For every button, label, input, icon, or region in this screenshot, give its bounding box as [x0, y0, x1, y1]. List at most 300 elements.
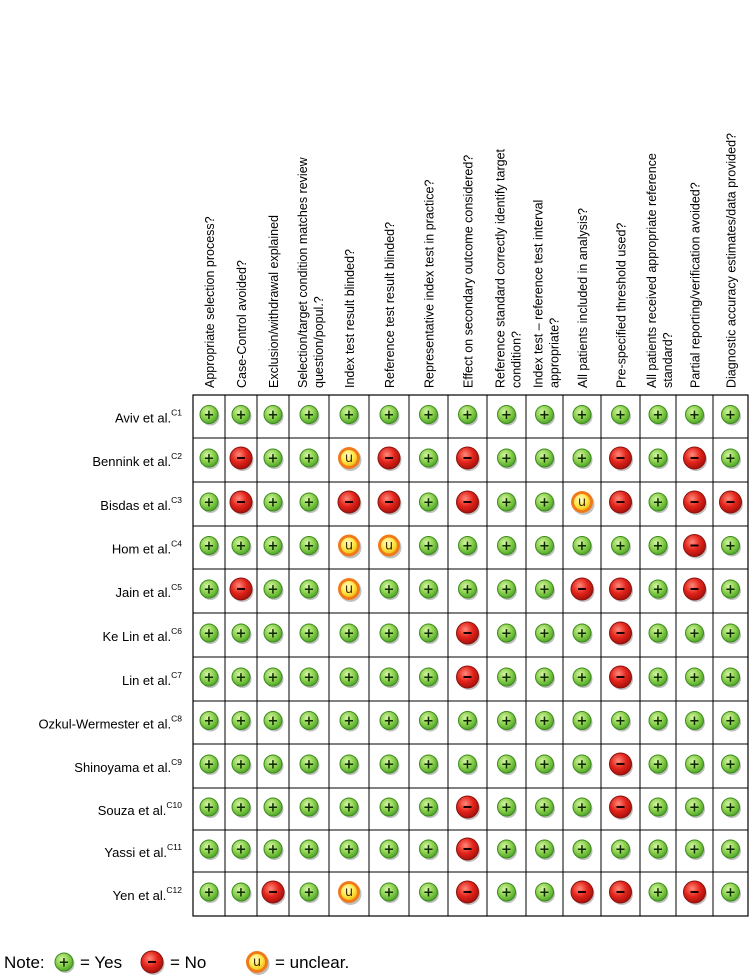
yes-mark: [649, 755, 669, 775]
yes-mark: [300, 883, 320, 903]
no-mark: [684, 447, 708, 471]
no-mark: [230, 491, 254, 515]
yes-mark: [686, 712, 706, 732]
study-name: Hom et al.: [111, 541, 172, 557]
yes-mark: [649, 712, 669, 732]
column-header: Diagnostic accuracy estimates/data provided?: [724, 133, 739, 388]
svg-text:+: +: [423, 408, 434, 423]
yes-mark: [649, 406, 669, 426]
no-mark: [571, 578, 595, 602]
citation-ref: C10: [166, 800, 182, 810]
yes-mark: [536, 580, 556, 600]
svg-text:+: +: [689, 714, 700, 729]
yes-mark: [573, 668, 593, 688]
yes-mark: [200, 537, 220, 557]
yes-mark: [573, 624, 593, 644]
table-border: [193, 395, 748, 916]
svg-text:+: +: [203, 495, 215, 511]
legend: [4, 951, 349, 975]
citation-ref: C9: [171, 757, 182, 767]
citation-ref: C11: [167, 842, 182, 852]
yes-mark: [649, 840, 669, 860]
yes-mark: [340, 840, 360, 860]
svg-text:+: +: [462, 539, 473, 554]
yes-mark: [612, 712, 632, 732]
yes-mark: [649, 668, 669, 688]
svg-text:+: +: [615, 714, 626, 729]
study-name: Bisdas et al.: [100, 498, 172, 513]
yes-mark: [686, 668, 706, 688]
svg-text:+: +: [235, 757, 247, 773]
yes-mark: [420, 406, 440, 426]
no-mark: [378, 491, 402, 515]
svg-text:+: +: [462, 408, 473, 423]
svg-text:+: +: [539, 800, 550, 816]
svg-text:+: +: [501, 842, 512, 858]
study-name: Lin et al.: [121, 673, 172, 688]
svg-text:u: u: [344, 885, 354, 900]
yes-mark: [300, 537, 320, 557]
yes-mark: [612, 537, 632, 557]
yes-mark: [536, 537, 556, 557]
no-mark: [457, 666, 481, 690]
yes-mark: [264, 624, 284, 644]
svg-text:+: +: [267, 451, 279, 467]
column-header: Reference standard correctly identify target condition?: [493, 148, 524, 388]
study-name: Ozkul-Wermester et al.: [38, 716, 172, 732]
row-label: [104, 842, 182, 860]
yes-mark: [498, 493, 518, 513]
svg-text:+: +: [539, 495, 550, 511]
no-mark: [684, 491, 708, 515]
yes-mark: [264, 668, 284, 688]
no-mark: [610, 491, 634, 515]
yes-mark: [420, 580, 440, 600]
yes-mark: [380, 624, 400, 644]
svg-text:+: +: [652, 757, 664, 773]
yes-mark: [686, 798, 706, 818]
yes-mark: [536, 883, 556, 903]
study-name: Yen et al.: [112, 888, 167, 903]
svg-text:+: +: [615, 408, 626, 423]
svg-text:+: +: [652, 451, 664, 467]
svg-text:+: +: [267, 408, 279, 423]
no-mark: [610, 578, 634, 602]
yes-mark: [498, 624, 518, 644]
svg-text:+: +: [383, 626, 395, 642]
legend-prefix: Note:: [4, 953, 45, 972]
no-mark: [457, 838, 481, 862]
unclear-mark: [571, 491, 595, 515]
svg-text:+: +: [343, 757, 355, 773]
svg-text:+: +: [343, 670, 355, 686]
svg-text:+: +: [383, 757, 395, 773]
row-label: [74, 757, 182, 775]
yes-mark: [200, 840, 220, 860]
svg-text:+: +: [501, 800, 512, 816]
svg-text:+: +: [576, 714, 588, 729]
svg-text:+: +: [267, 539, 279, 554]
svg-text:+: +: [501, 539, 512, 554]
svg-text:+: +: [343, 408, 355, 423]
yes-mark: [459, 406, 479, 426]
yes-mark: [232, 712, 252, 732]
column-header: All patients included in analysis?: [576, 208, 590, 388]
svg-text:+: +: [203, 582, 215, 598]
yes-mark: [459, 712, 479, 732]
study-name: Aviv et al.: [115, 410, 172, 426]
svg-text:+: +: [501, 495, 512, 511]
yes-mark: [200, 883, 220, 903]
no-mark: [457, 447, 481, 471]
yes-mark: [300, 406, 320, 426]
yes-mark: [380, 668, 400, 688]
column-header: Exclusion/withdrawal explained: [267, 214, 281, 388]
yes-mark: [380, 755, 400, 775]
yes-mark: [573, 449, 593, 469]
svg-text:+: +: [303, 539, 315, 554]
yes-mark: [722, 798, 742, 818]
svg-text:+: +: [689, 408, 700, 423]
citation-ref: C5: [171, 582, 182, 592]
svg-text:+: +: [235, 800, 247, 816]
yes-mark: [300, 449, 320, 469]
citation-ref: C3: [171, 495, 182, 505]
svg-text:+: +: [423, 800, 434, 816]
no-mark: [457, 796, 481, 820]
svg-text:+: +: [539, 714, 550, 729]
no-mark: [338, 491, 362, 515]
yes-mark: [573, 755, 593, 775]
yes-mark: [340, 668, 360, 688]
svg-text:+: +: [539, 408, 550, 423]
svg-text:+: +: [689, 670, 700, 686]
svg-text:+: +: [423, 626, 434, 642]
yes-mark: [649, 883, 669, 903]
yes-mark: [686, 406, 706, 426]
svg-text:+: +: [267, 842, 279, 858]
yes-mark: [536, 798, 556, 818]
svg-text:+: +: [267, 495, 279, 511]
svg-text:+: +: [343, 714, 355, 729]
svg-text:+: +: [689, 842, 700, 858]
no-mark: [610, 622, 634, 646]
citation-ref: C7: [171, 670, 182, 680]
svg-text:+: +: [689, 757, 700, 773]
yes-mark: [498, 580, 518, 600]
svg-text:u: u: [577, 495, 587, 510]
yes-mark: [420, 493, 440, 513]
svg-text:+: +: [203, 757, 215, 773]
svg-text:+: +: [501, 885, 512, 901]
svg-text:+: +: [203, 800, 215, 816]
row-label: [100, 495, 182, 513]
svg-text:+: +: [689, 626, 700, 642]
study-name: Bennink et al.: [92, 454, 172, 469]
svg-text:+: +: [539, 582, 550, 598]
svg-text:+: +: [235, 626, 247, 642]
svg-text:+: +: [501, 408, 512, 423]
yes-mark: [722, 840, 742, 860]
yes-mark: [498, 840, 518, 860]
svg-text:+: +: [615, 842, 626, 858]
yes-mark: [420, 668, 440, 688]
svg-text:+: +: [539, 885, 550, 901]
svg-text:+: +: [303, 582, 315, 598]
yes-mark: [232, 624, 252, 644]
yes-mark: [420, 537, 440, 557]
no-mark: [378, 447, 402, 471]
svg-text:+: +: [462, 714, 473, 729]
yes-mark: [200, 624, 220, 644]
study-name: Ke Lin et al.: [102, 629, 172, 644]
svg-text:+: +: [725, 800, 736, 816]
svg-text:+: +: [539, 757, 550, 773]
column-header: Index test result blinded?: [343, 249, 357, 388]
yes-mark: [573, 798, 593, 818]
svg-text:+: +: [725, 626, 736, 642]
svg-text:+: +: [539, 842, 550, 858]
yes-mark: [459, 537, 479, 557]
yes-mark: [498, 755, 518, 775]
yes-mark: [722, 580, 742, 600]
yes-mark: [573, 406, 593, 426]
yes-mark: [498, 537, 518, 557]
yes-mark: [498, 798, 518, 818]
yes-mark: [498, 406, 518, 426]
yes-mark: [380, 580, 400, 600]
svg-text:+: +: [576, 800, 588, 816]
yes-mark: [380, 798, 400, 818]
yes-mark: [200, 668, 220, 688]
svg-text:+: +: [303, 885, 315, 901]
svg-text:+: +: [235, 714, 247, 729]
svg-text:+: +: [383, 714, 395, 729]
no-mark: [230, 578, 254, 602]
yes-mark: [264, 798, 284, 818]
yes-mark: [300, 493, 320, 513]
svg-text:+: +: [423, 757, 434, 773]
study-name: Jain et al.: [115, 585, 172, 600]
yes-mark: [498, 668, 518, 688]
svg-text:+: +: [652, 800, 664, 816]
yes-mark: [722, 537, 742, 557]
svg-text:+: +: [652, 885, 664, 901]
svg-text:+: +: [267, 714, 279, 729]
no-mark: [571, 881, 595, 905]
svg-text:+: +: [235, 885, 247, 901]
yes-mark: [498, 449, 518, 469]
svg-text:+: +: [576, 842, 588, 858]
svg-text:+: +: [423, 842, 434, 858]
yes-mark: [300, 798, 320, 818]
svg-text:+: +: [383, 670, 395, 686]
yes-mark: [686, 624, 706, 644]
citation-ref: C6: [171, 626, 182, 636]
svg-text:+: +: [652, 842, 664, 858]
no-mark: [610, 796, 634, 820]
no-mark: [457, 491, 481, 515]
study-name: Souza et al.: [97, 803, 167, 818]
yes-mark: [300, 580, 320, 600]
svg-text:+: +: [203, 885, 215, 901]
svg-text:+: +: [539, 539, 550, 554]
yes-mark: [536, 712, 556, 732]
svg-text:+: +: [303, 714, 315, 729]
unclear-mark: [246, 951, 270, 975]
yes-mark: [722, 406, 742, 426]
yes-mark: [300, 668, 320, 688]
yes-mark: [380, 883, 400, 903]
yes-mark: [232, 883, 252, 903]
svg-text:+: +: [303, 842, 315, 858]
svg-text:+: +: [235, 408, 247, 423]
yes-mark: [536, 493, 556, 513]
svg-text:+: +: [725, 842, 736, 858]
svg-text:+: +: [576, 670, 588, 686]
yes-mark: [686, 755, 706, 775]
yes-mark: [264, 537, 284, 557]
yes-mark: [200, 580, 220, 600]
yes-mark: [264, 449, 284, 469]
yes-mark: [420, 712, 440, 732]
svg-text:+: +: [203, 842, 215, 858]
svg-text:+: +: [383, 582, 395, 598]
svg-text:+: +: [615, 539, 626, 554]
svg-text:+: +: [383, 408, 395, 423]
yes-mark: [300, 755, 320, 775]
row-label: [115, 582, 182, 600]
column-headers: [203, 133, 739, 388]
yes-mark: [420, 755, 440, 775]
yes-mark: [232, 406, 252, 426]
yes-mark: [264, 840, 284, 860]
column-header: Selection/target condition matches review question/popul.?: [296, 157, 326, 388]
citation-ref: C12: [166, 885, 182, 895]
yes-mark: [380, 712, 400, 732]
svg-text:u: u: [344, 538, 354, 554]
svg-text:+: +: [267, 757, 279, 773]
yes-mark: [420, 840, 440, 860]
row-label: [112, 539, 182, 557]
svg-text:+: +: [652, 539, 664, 554]
svg-text:+: +: [423, 582, 434, 598]
row-label: [98, 800, 183, 818]
yes-mark: [264, 406, 284, 426]
svg-text:+: +: [203, 408, 215, 423]
citation-ref: C2: [171, 451, 182, 461]
svg-text:+: +: [267, 800, 279, 816]
no-mark: [610, 753, 634, 777]
legend-label: = Yes: [80, 953, 123, 972]
svg-text:+: +: [423, 885, 434, 901]
yes-mark: [200, 755, 220, 775]
yes-mark: [612, 406, 632, 426]
svg-text:+: +: [725, 670, 736, 686]
citation-ref: C1: [171, 407, 182, 418]
yes-mark: [232, 537, 252, 557]
svg-text:+: +: [539, 451, 550, 467]
svg-text:+: +: [652, 670, 664, 686]
yes-mark: [649, 580, 669, 600]
svg-text:+: +: [576, 626, 588, 642]
legend-label: = No: [170, 953, 207, 972]
row-label: [115, 408, 182, 426]
yes-mark: [340, 624, 360, 644]
citation-ref: C4: [171, 538, 182, 549]
svg-text:+: +: [423, 714, 434, 729]
svg-text:+: +: [423, 670, 434, 686]
row-label: [113, 885, 183, 903]
svg-text:+: +: [725, 539, 736, 554]
svg-text:+: +: [303, 800, 315, 816]
yes-mark: [573, 712, 593, 732]
svg-text:+: +: [539, 670, 550, 686]
yes-mark: [722, 449, 742, 469]
svg-text:+: +: [576, 408, 588, 423]
no-mark: [610, 666, 634, 690]
svg-text:+: +: [501, 670, 512, 686]
column-header: Appropriate selection process?: [203, 216, 217, 388]
svg-text:+: +: [203, 451, 215, 467]
yes-mark: [340, 712, 360, 732]
yes-mark: [420, 798, 440, 818]
yes-mark: [722, 712, 742, 732]
citation-ref: C8: [171, 713, 182, 724]
yes-mark: [340, 406, 360, 426]
yes-mark: [686, 840, 706, 860]
svg-text:+: +: [343, 800, 355, 816]
no-mark: [262, 881, 286, 905]
svg-text:+: +: [576, 757, 588, 773]
yes-mark: [536, 624, 556, 644]
svg-text:+: +: [423, 451, 434, 467]
row-label: [102, 626, 182, 644]
yes-mark: [498, 883, 518, 903]
svg-text:+: +: [203, 626, 215, 642]
yes-mark: [200, 798, 220, 818]
svg-text:+: +: [303, 626, 315, 642]
svg-text:+: +: [58, 955, 70, 971]
yes-mark: [232, 840, 252, 860]
svg-text:+: +: [725, 714, 736, 729]
yes-mark: [420, 883, 440, 903]
no-mark: [457, 881, 481, 905]
svg-text:+: +: [689, 800, 700, 816]
yes-mark: [573, 537, 593, 557]
no-mark: [457, 622, 481, 646]
svg-text:+: +: [267, 626, 279, 642]
svg-text:+: +: [462, 582, 473, 598]
yes-mark: [232, 798, 252, 818]
svg-text:+: +: [235, 670, 247, 686]
legend-label: = unclear.: [275, 953, 350, 972]
yes-mark: [340, 755, 360, 775]
yes-mark: [264, 755, 284, 775]
yes-mark: [649, 493, 669, 513]
study-name: Yassi et al.: [104, 845, 168, 860]
column-header: Index test – reference test interval appropriate?: [531, 199, 562, 388]
svg-text:+: +: [725, 408, 736, 423]
yes-mark: [264, 580, 284, 600]
svg-text:+: +: [725, 757, 736, 773]
yes-mark: [722, 883, 742, 903]
svg-text:u: u: [252, 955, 262, 970]
yes-mark: [200, 493, 220, 513]
svg-text:+: +: [501, 626, 512, 642]
column-header: Reference test result blinded?: [383, 221, 397, 388]
svg-text:+: +: [652, 714, 664, 729]
